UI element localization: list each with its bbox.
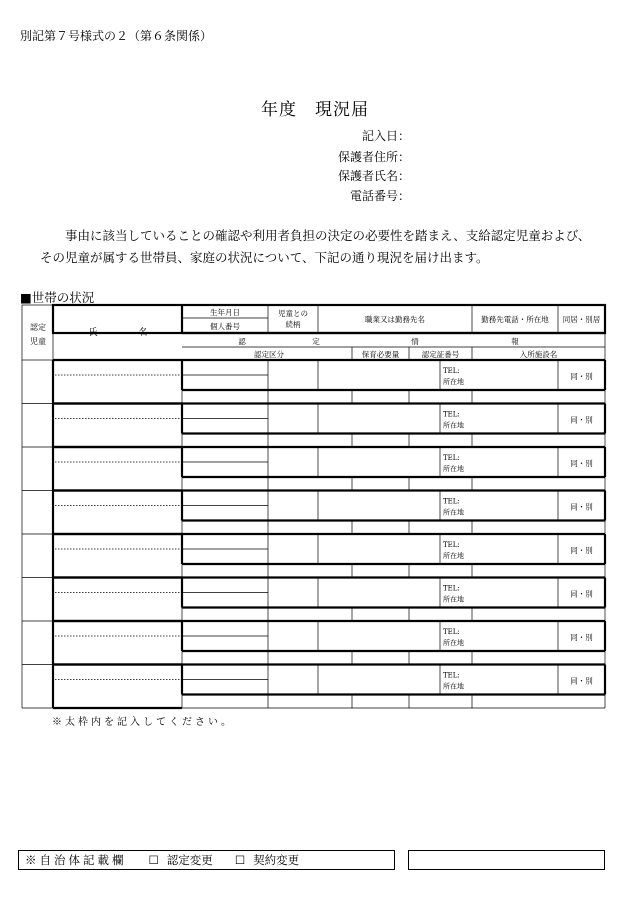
row-location-label: 所在地 <box>443 378 464 386</box>
row-tel-label: TEL: <box>443 584 460 593</box>
row-location-label: 所在地 <box>443 639 464 647</box>
head-birthdate: 生年月日 <box>210 308 240 317</box>
row-cohabit-choice: 同・別 <box>570 502 593 512</box>
head-name-2: 名 <box>138 328 148 338</box>
form-number: 別記第７号様式の２（第６条関係） <box>20 29 213 43</box>
row-tel-label: TEL: <box>443 541 460 549</box>
row-cohabit-choice: 同・別 <box>570 676 593 686</box>
head-cert-no: 認定証番号 <box>421 350 460 359</box>
checkbox-cert-change[interactable]: ☐ <box>148 853 159 867</box>
guardian-address-label: 保護者住所： <box>337 150 410 164</box>
row-location-label: 所在地 <box>443 595 464 604</box>
municipal-note-box[interactable] <box>408 850 605 870</box>
row-tel-label: TEL: <box>443 367 460 375</box>
contract-change-label: 契約変更 <box>253 853 300 867</box>
guardian-name-label: 保護者氏名： <box>337 169 410 183</box>
entry-date-label: 記入日： <box>361 129 410 143</box>
head-relation-2: 続柄 <box>285 320 301 329</box>
head-cohabit: 同居・別居 <box>562 315 601 324</box>
row-location-label: 所在地 <box>443 508 464 517</box>
municipal-use-box <box>18 850 395 870</box>
head-facility: 入所施設名 <box>519 350 558 359</box>
head-relation-1: 児童との <box>278 309 308 318</box>
row-cohabit-choice: 同・別 <box>570 546 593 555</box>
row-location-label: 所在地 <box>443 682 464 691</box>
row-tel-label: TEL: <box>443 671 460 680</box>
row-location-label: 所在地 <box>443 552 464 560</box>
row-cohabit-choice: 同・別 <box>570 459 593 468</box>
head-cert-info-2: 情 <box>411 337 419 346</box>
intro-line-1: 事由に該当していることの確認や利用者負担の決定の必要性を踏まえ、支給認定児童および、 <box>65 228 591 243</box>
head-name-1: 氏 <box>88 328 98 338</box>
head-cert-info-1: 定 <box>312 337 320 346</box>
head-cert-info-3: 報 <box>511 337 519 346</box>
row-cohabit-choice: 同・別 <box>570 372 593 381</box>
municipal-label: ※自治体記載欄 <box>25 853 127 867</box>
row-tel-label: TEL: <box>443 410 460 419</box>
cert-change-label: 認定変更 <box>166 853 213 867</box>
head-nintei-2: 児童 <box>30 337 46 346</box>
fill-in-note: ※太枠内を記入してください。 <box>52 717 234 728</box>
head-occupation: 職業又は勤務先名 <box>365 315 425 324</box>
head-cert-info-0: 認 <box>238 337 246 346</box>
row-location-label: 所在地 <box>443 421 464 430</box>
row-tel-label: TEL: <box>443 628 460 636</box>
head-personal-no: 個人番号 <box>210 322 240 331</box>
head-work-tel: 勤務先電話・所在地 <box>481 315 549 324</box>
row-cohabit-choice: 同・別 <box>570 415 593 425</box>
head-care-need: 保育必要量 <box>361 350 400 359</box>
phone-number-label: 電話番号： <box>349 189 410 203</box>
intro-line-2: その児童が属する世帯員、家庭の状況について、下記の通り現況を届け出ます。 <box>40 250 489 265</box>
document-title: 年度 現況届 <box>261 100 369 120</box>
section-title: ■世帯の状況 <box>20 290 95 305</box>
checkbox-contract-change[interactable]: ☐ <box>234 853 246 867</box>
row-cohabit-choice: 同・別 <box>570 589 593 599</box>
row-tel-label: TEL: <box>443 454 460 462</box>
head-nintei-1: 認定 <box>30 323 46 332</box>
row-location-label: 所在地 <box>443 465 464 473</box>
row-tel-label: TEL: <box>443 497 460 506</box>
row-cohabit-choice: 同・別 <box>570 633 593 642</box>
head-cert-class: 認定区分 <box>254 350 284 359</box>
